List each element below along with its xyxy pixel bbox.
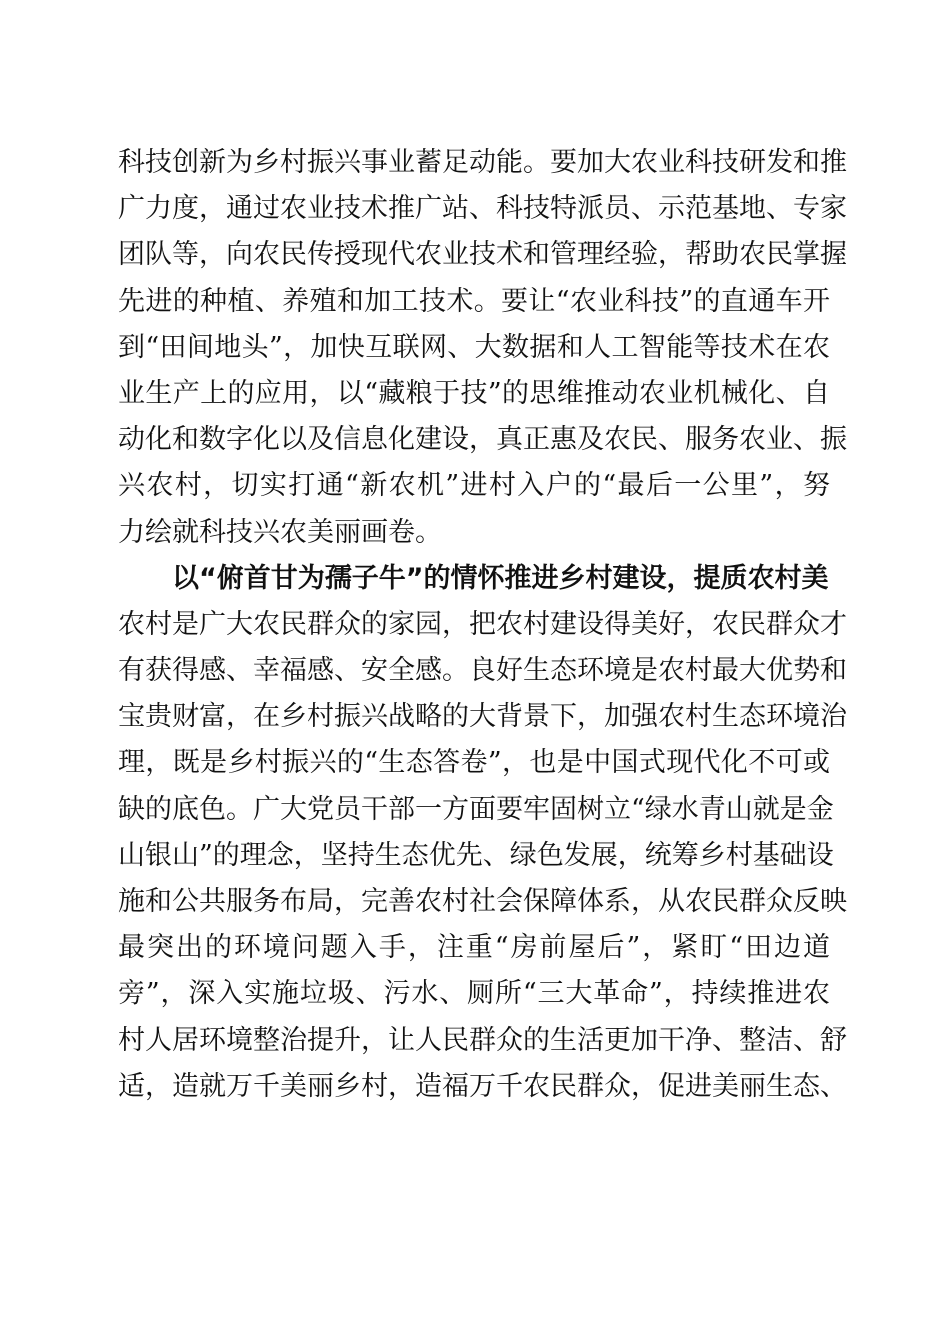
text-line: 到“田间地头”，加快互联网、大数据和人工智能等技术在农 (118, 331, 830, 363)
document-body (118, 140, 847, 1110)
text-line: 施和公共服务布局，完善农村社会保障体系，从农民群众反映 (118, 886, 847, 917)
text-line: 业生产上的应用，以“藏粮于技”的思维推动农业机械化、自 (118, 377, 830, 409)
text-line: 最突出的环境问题入手，注重“房前屋后”，紧盯“田边道 (118, 932, 830, 964)
text-line: 广力度，通过农业技术推广站、科技特派员、示范基地、专家 (118, 193, 847, 225)
text-line: 科技创新为乡村振兴事业蓄足动能。要加大农业科技研发和推 (118, 147, 847, 178)
text-line: 团队等，向农民传授现代农业技术和管理经验，帮助农民掌握 (118, 239, 847, 271)
section-heading: 以“俯首甘为孺子牛”的情怀推进乡村建设，提质农村美 (172, 562, 829, 594)
text-line: 力绘就科技兴农美丽画卷。 (118, 516, 442, 548)
paragraph-tech-innovation (118, 140, 847, 556)
text-line: 缺的底色。广大党员干部一方面要牢固树立“绿水青山就是金 (118, 793, 834, 825)
text-line: 山银山”的理念，坚持生态优先、绿色发展，统筹乡村基础设 (118, 839, 834, 871)
text-line: 适，造就万千美丽乡村，造福万千农民群众，促进美丽生态、 (118, 1070, 847, 1102)
text-line: 农村是广大农民群众的家园，把农村建设得美好，农民群众才 (118, 608, 847, 640)
text-line: 动化和数字化以及信息化建设，真正惠及农民、服务农业、振 (118, 424, 847, 456)
text-line: 有获得感、幸福感、安全感。良好生态环境是农村最大优势和 (118, 655, 847, 687)
text-line: 宝贵财富，在乡村振兴战略的大背景下，加强农村生态环境治 (118, 701, 847, 733)
text-line: 理，既是乡村振兴的“生态答卷”，也是中国式现代化不可或 (118, 747, 830, 779)
paragraph-rural-environment (118, 602, 847, 1110)
text-line: 旁”，深入实施垃圾、污水、厕所“三大革命”，持续推进农 (118, 978, 830, 1010)
text-line: 村人居环境整治提升，让人民群众的生活更加干净、整洁、舒 (118, 1024, 847, 1056)
text-line: 兴农村，切实打通“新农机”进村入户的“最后一公里”，努 (118, 470, 830, 502)
text-line: 先进的种植、养殖和加工技术。要让“农业科技”的直通车开 (118, 285, 830, 317)
